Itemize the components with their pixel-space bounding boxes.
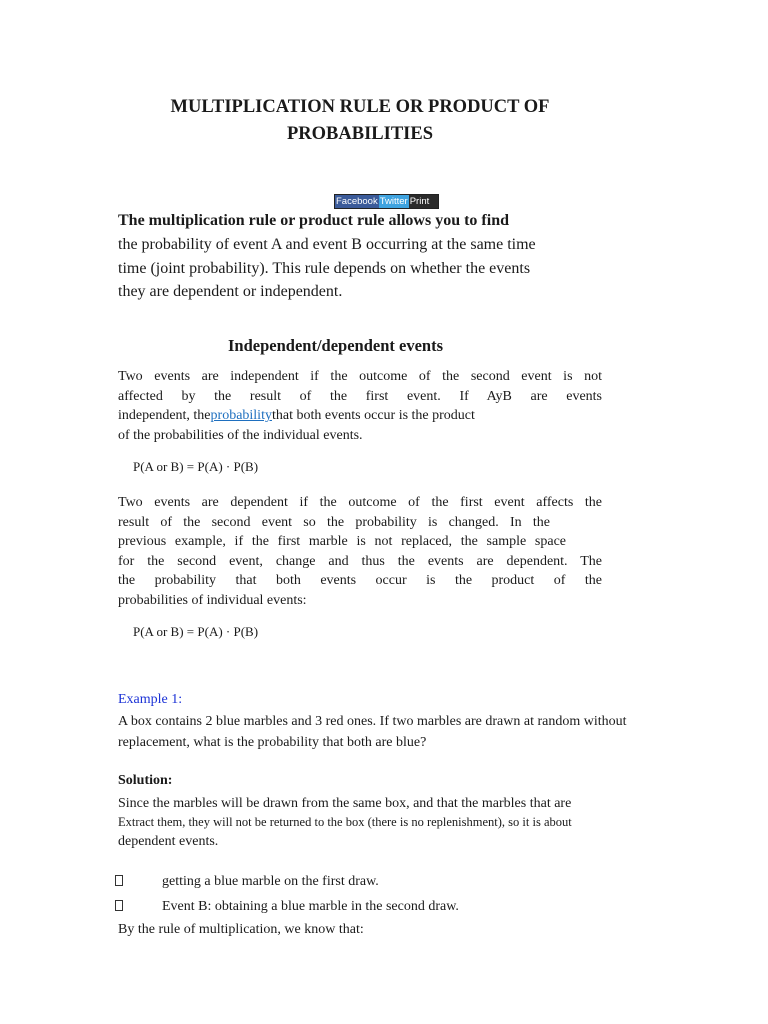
intro-line: the probability of event A and event B occurring at the same time: [118, 235, 536, 253]
section-heading: Independent/dependent events: [228, 336, 443, 355]
paragraph-line: previous example, if the first marble is not replaced, the sample space: [118, 534, 566, 550]
paragraph-line: [118, 406, 602, 426]
title-line-2: PROBABILITIES: [287, 124, 433, 144]
print-button[interactable]: Print: [409, 195, 439, 208]
text-fragment: that both events occur is the product: [271, 408, 475, 424]
paragraph-line: Two events are dependent if the outcome of the first event affects the: [118, 495, 602, 510]
paragraph-line: result of the second event so the probability is changed. In the: [118, 514, 550, 530]
share-bar: [334, 194, 439, 209]
independent-paragraph: [118, 367, 602, 445]
intro-line: The multiplication rule or product rule allows you to find: [118, 212, 509, 229]
twitter-share-button[interactable]: Twitter: [379, 196, 408, 207]
paragraph-line: for the second event, change and thus the events are dependent. The: [118, 553, 602, 569]
probability-link[interactable]: probability: [210, 408, 272, 424]
formula-independent: P(A or B) = P(A) · P(B): [133, 459, 259, 474]
example-title: Example 1:: [118, 692, 183, 707]
page-title: [120, 94, 600, 148]
example-body: [118, 712, 627, 753]
bullet-box-icon: [115, 900, 123, 911]
text-fragment: independent, the: [118, 408, 211, 424]
paragraph-line: the probability that both events occur is the product of the: [118, 573, 602, 589]
dependent-paragraph: [118, 493, 602, 611]
solution-line: Since the marbles will be drawn from the same box, and that the marbles that are: [118, 796, 572, 811]
paragraph-line: affected by the result of the first event. If AyB are events: [118, 388, 602, 404]
solution-title: Solution:: [118, 773, 173, 788]
intro-paragraph: [118, 209, 536, 304]
list-item: [115, 874, 379, 890]
intro-line: time (joint probability). This rule depends on whether the events: [118, 259, 531, 277]
paragraph-line: Two events are independent if the outcome of the second event is not: [118, 369, 602, 384]
list-item-text: Event B: obtaining a blue marble in the second draw.: [162, 899, 459, 914]
formula-dependent: P(A or B) = P(A) · P(B): [133, 624, 259, 639]
example-line: A box contains 2 blue marbles and 3 red ones. If two marbles are drawn at random without: [118, 714, 627, 729]
paragraph-line: probabilities of individual events:: [118, 592, 307, 608]
bullet-box-icon: [115, 875, 123, 886]
list-item: [115, 899, 459, 915]
facebook-share-button[interactable]: Facebook: [336, 196, 378, 207]
solution-line: Extract them, they will not be returned to the box (there is no replenishment), so it is about: [118, 815, 572, 829]
title-line-1: MULTIPLICATION RULE OR PRODUCT OF: [170, 97, 550, 117]
paragraph-line: of the probabilities of the individual events.: [118, 427, 363, 443]
solution-line: dependent events.: [118, 834, 219, 849]
closing-line: By the rule of multiplication, we know that:: [118, 922, 364, 937]
intro-line: they are dependent or independent.: [118, 283, 343, 301]
list-item-text: getting a blue marble on the first draw.: [162, 874, 379, 889]
example-line: replacement, what is the probability that both are blue?: [118, 734, 427, 750]
solution-body: [118, 794, 572, 851]
